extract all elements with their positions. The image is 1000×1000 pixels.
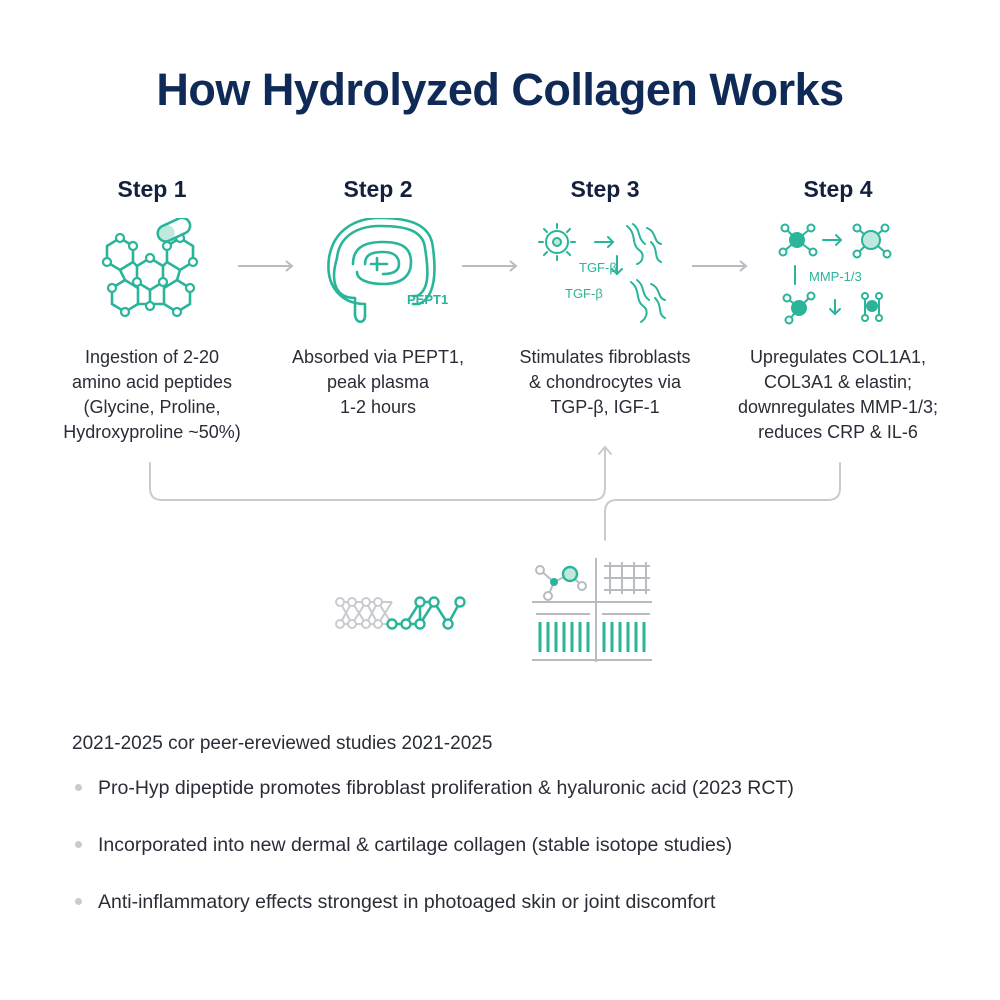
peptide-chain-and-capsule-icon xyxy=(95,218,215,328)
step-1-line: (Glycine, Proline, xyxy=(83,397,221,417)
step-3-description xyxy=(485,345,725,420)
list-item-text: Pro-Hyp dipeptide promotes fibroblast proliferation & hyaluronic acid (2023 RCT) xyxy=(98,777,794,799)
step-1-line: Hydroxyproline ~50%) xyxy=(63,422,241,442)
bullet-dot-icon xyxy=(75,784,82,791)
studies-list xyxy=(72,770,794,941)
step-3-heading: Step 3 xyxy=(570,176,640,202)
intestine-icon xyxy=(325,218,455,330)
list-item xyxy=(72,827,794,884)
arrow-step1-to-step2 xyxy=(236,258,296,274)
list-item-text: Incorporated into new dermal & cartilage collagen (stable isotope studies) xyxy=(98,834,733,856)
list-item-text: Anti-inflammatory effects strongest in photoaged skin or joint discomfort xyxy=(98,891,716,913)
step-1-line: amino acid peptides xyxy=(71,372,233,392)
step-2-line: Absorbed via PEPT1, xyxy=(291,347,465,367)
fibroblast-signaling-icon xyxy=(535,220,685,330)
step-2-heading: Step 2 xyxy=(343,176,413,202)
step-3-line: & chondrocytes via xyxy=(528,372,682,392)
step-1-heading: Step 1 xyxy=(117,176,187,202)
arrow-step2-to-step3 xyxy=(460,258,520,274)
list-item xyxy=(72,770,794,827)
step-4-line: downregulates MMP-1/3; xyxy=(737,397,939,417)
mmp-label: MMP-1/3 xyxy=(809,269,862,284)
arrow-step3-to-step4 xyxy=(690,258,750,274)
step-3-line: Stimulates fibroblasts xyxy=(519,347,691,367)
bullet-dot-icon xyxy=(75,841,82,848)
tgf-beta-label-bottom: TGF-β xyxy=(565,286,603,301)
step-2-description xyxy=(258,345,498,420)
page-title: How Hydrolyzed Collagen Works xyxy=(156,64,844,115)
step-4-line: COL3A1 & elastin; xyxy=(763,372,913,392)
gene-expression-molecules-icon xyxy=(775,218,905,330)
step-1-line: Ingestion of 2-20 xyxy=(84,347,220,367)
studies-heading: 2021-2025 cor peer-ereviewed studies 2021-2025 xyxy=(72,733,493,754)
step-1-description xyxy=(32,345,272,445)
collagen-tissue-matrix-icon xyxy=(530,556,654,664)
step-4-line: Upregulates COL1A1, xyxy=(749,347,927,367)
step-4-heading: Step 4 xyxy=(803,176,873,202)
bullet-dot-icon xyxy=(75,898,82,905)
step-2-line: peak plasma xyxy=(326,372,430,392)
peptide-chain-icon xyxy=(330,588,466,638)
pept1-label: PEPT1 xyxy=(407,292,449,307)
step-4-line: reduces CRP & IL-6 xyxy=(758,422,918,442)
tgf-beta-label-top: TGF-β xyxy=(579,260,617,275)
step-2-line: 1-2 hours xyxy=(339,397,417,417)
step-3-line: TGP-β, IGF-1 xyxy=(550,397,660,417)
list-item xyxy=(72,884,794,941)
step-4-description xyxy=(713,345,963,445)
